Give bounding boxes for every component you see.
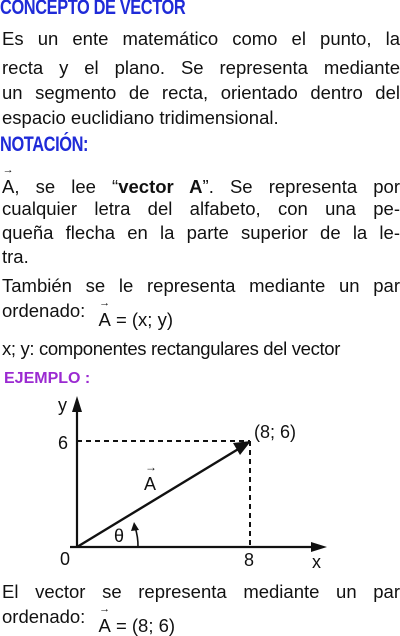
vector-label-arrow-icon: → [145,460,157,474]
angle-arc-arrow [131,522,139,531]
vector-arrowhead [233,441,251,455]
origin-label: 0 [60,549,71,569]
pair-line-1: También se le representa mediante un par [2,275,400,296]
notation-text-pre: , se lee “ [14,176,119,197]
pair-ordered-label: ordenado: [2,300,86,321]
components-line: x; y: componentes rectangulares del vector [2,338,341,359]
y-axis-arrow [72,396,82,412]
y-axis-label: y [58,395,67,415]
angle-label: θ [114,526,125,546]
notation-line-3: queña flecha en la parte superior de la le- [2,222,400,243]
footer-formula [98,615,175,636]
concept-line-2: recta y el plano. Se representa mediante [2,57,400,78]
concept-line-1: Es un ente matemático como el punto, la [2,28,400,49]
vector-line [77,448,240,547]
pair-formula-rest: = (x; y) [110,309,173,330]
notation-text-post: ”. Se representa por [202,176,400,197]
footer-line-2 [2,606,400,636]
footer-ordered-label: ordenado: [2,606,86,627]
notation-line-2: cualquier letra del alfabeto, con una pe- [2,198,400,219]
concept-line-4: espacio euclidiano tridimensional. [2,107,279,128]
x-tick-label: 8 [244,550,255,570]
footer-line-1: El vector se representa mediante un par [2,581,400,602]
y-tick-label: 6 [58,433,69,453]
notation-bold-term: vector A [118,176,203,197]
concept-heading: CONCEPTO DE VECTOR [0,0,186,19]
footer-formula-vector: → A [98,615,110,636]
pair-formula-vector: → A [98,309,110,330]
vector-a-symbol: → A [2,176,14,197]
x-axis-label: x [312,552,321,572]
notation-heading: NOTACIÓN: [0,133,89,156]
example-heading: EJEMPLO : [4,370,91,387]
x-axis-arrow [311,542,327,552]
point-label: (8; 6) [254,422,297,442]
notation-line-4: tra. [2,246,29,267]
vector-label: A [144,474,157,494]
footer-formula-rest: = (8; 6) [110,615,176,636]
concept-line-3: un segmento de recta, orientado dentro del [2,82,400,103]
